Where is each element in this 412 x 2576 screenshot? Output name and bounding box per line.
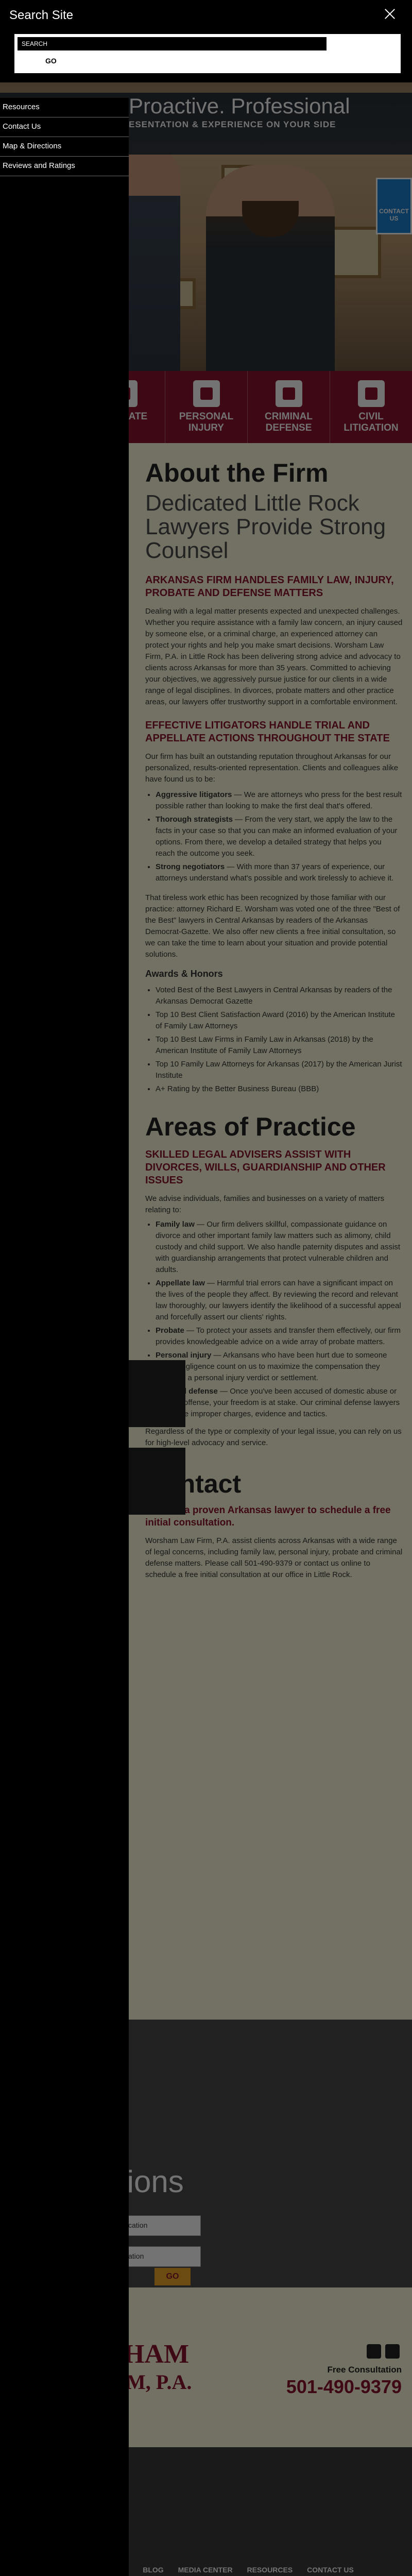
menu-item-map-directions[interactable]: Map & Directions [0, 137, 129, 157]
search-panel [0, 0, 412, 82]
search-title: Search Site [9, 8, 74, 22]
search-input[interactable] [18, 37, 327, 50]
menu-item-resources[interactable]: Resources [0, 98, 129, 117]
search-go-button[interactable]: GO [45, 57, 57, 65]
menu-item-contact-us[interactable]: Contact Us [0, 117, 129, 137]
side-menu [0, 98, 129, 2576]
close-icon[interactable] [383, 7, 397, 21]
search-box [14, 34, 401, 73]
menu-item-reviews-ratings[interactable]: Reviews and Ratings [0, 157, 129, 176]
